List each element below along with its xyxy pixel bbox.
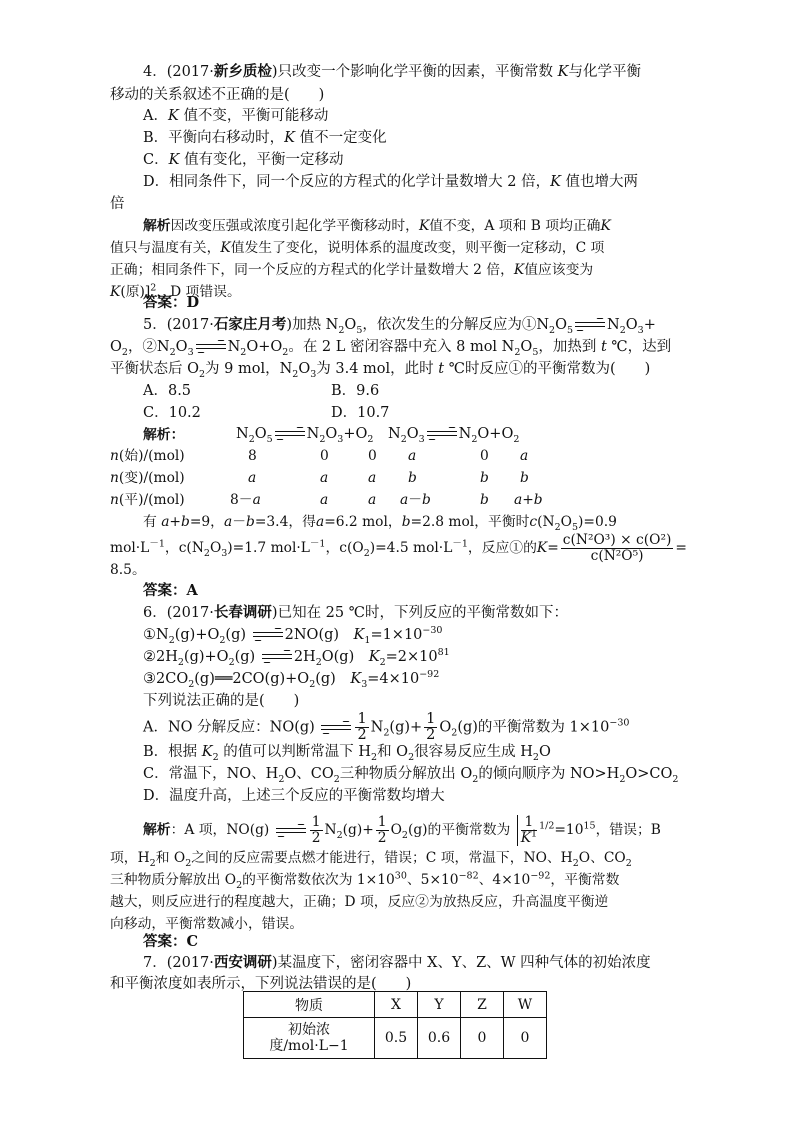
- q5-calc-line3: 8.5。: [110, 562, 146, 578]
- q5-start-n2o: 0: [480, 448, 489, 464]
- q6-analysis-5: 向移动，平衡常数减小，错误。: [110, 916, 304, 932]
- concentration-table: [243, 991, 547, 1059]
- q6-option-a: A．NO 分解反应：NO(g) $\frac{1}{2}$ $N_2(g)+$ $\frac{1}{2}$ $O_2(g)$的平衡常数为 $1\times 10^{-30}$: [143, 711, 630, 743]
- q5-chg-1: a: [248, 470, 257, 486]
- table-cell: 0: [504, 1018, 547, 1059]
- q5-start-n2o5: 8: [248, 448, 257, 464]
- q6-analysis-2: 项，$H_2$和 $O_2$之间的反应需要点燃才能进行，错误；C 项，常温下，NO、$H_2O$、$CO_2$: [110, 850, 632, 869]
- q5-chg-4: b: [408, 470, 417, 486]
- q5-eq-1: 8－a: [230, 492, 261, 508]
- q5-calc-line2: $mol\cdot L^{-1}$，$c(N_2O_3)=1.7$ $mol\cdot L^{-1}$，$c(O_2)=4.5$ $mol\cdot L^{-1}$，反应①的K= $\frac{\text{c(N²O³) × c(O²)}}{\text{c(N²O⁵)}}$ =: [110, 532, 687, 564]
- q6-reaction-2: $②2H_2(g)+O_2(g)$ $2H_2O(g)$ $K_2=2\times 10^{81}$: [143, 647, 450, 668]
- q5-stem-line2: $O_2$，$②N_2O_3$ $N_2O+O_2$。在 2 L 密闭容器中充入 8 mol $N_2O_5$，加热到 t ℃，达到: [110, 339, 672, 358]
- q5-option-c: C．10.2: [143, 405, 201, 421]
- q4-option-c: C．K 值有变化，平衡一定移动: [143, 152, 344, 168]
- q6-stem: 6．(2017·长春调研)已知在 25 ℃时，下列反应的平衡常数如下：: [143, 604, 568, 621]
- table-header-row: [244, 992, 547, 1018]
- q6-reaction-3: $③2CO_2(g)══2CO(g)+O_2(g)$ $K_3=4\times 10^{-92}$: [143, 669, 440, 690]
- q5-row-eq: n(平)/(mol): [110, 492, 185, 508]
- table-row: [244, 1018, 547, 1059]
- q5-start-o2: 0: [368, 448, 377, 464]
- q5-row-start: n(始)/(mol): [110, 448, 185, 464]
- table-header: 物质: [244, 992, 375, 1018]
- q4-option-d-cont: 倍: [110, 196, 125, 212]
- q5-chg-6: b: [520, 470, 529, 486]
- table-header: W: [504, 992, 547, 1018]
- q5-eq-2: a: [320, 492, 329, 508]
- q4-analysis-2: 值只与温度有关，K值发生了变化，说明体系的温度改变，则平衡一定移动，C 项: [110, 240, 605, 256]
- q6-analysis-3: 三种物质分解放出 $O_2$的平衡常数依次为 $1\times 10^{30}$、$5\times 10^{-82}$、$4\times 10^{-92}$，平衡常数: [110, 870, 620, 891]
- q6-reaction-1: $①N_2(g)+O_2(g)$ 2NO(g) $K_1=1\times 10^{-30}$: [143, 625, 443, 646]
- q5-reaction-2: $N_2O_3$ $N_2O+O_2$: [388, 426, 520, 445]
- q4-option-a: A．K 值不变，平衡可能移动: [143, 108, 329, 124]
- q5-start-o2b: a: [520, 448, 529, 464]
- q4-stem-line2: 移动的关系叙述不正确的是( ): [110, 87, 325, 103]
- q5-eq-4: a－b: [400, 492, 431, 508]
- q5-k-fraction: $\frac{\text{c(N²O³) × c(O²)}}{\text{c(N²O⁵)}}$: [562, 532, 672, 564]
- q6-option-c: C．常温下，NO、$H_2O$、$CO_2$三种物质分解放出 $O_2$的倾向顺序为 $NO>H_2O>CO_2$: [143, 766, 679, 785]
- table-header: X: [375, 992, 418, 1018]
- q5-stem-line1: 5．(2017·石家庄月考)加热 $N_2O_5$，依次发生的分解反应为$①N_2O_5$ $N_2O_3+$: [143, 316, 656, 336]
- q6-analysis-4: 越大，则反应进行的程度越大，正确；D 项，反应②为放热反应，升高温度平衡逆: [110, 894, 609, 910]
- q5-option-d: D．10.7: [331, 405, 390, 421]
- q5-stem-line3: 平衡状态后 $O_2$为 9 mol，$N_2O_3$为 3.4 mol，此时 t ℃时反应①的平衡常数为( ): [110, 361, 651, 380]
- q5-option-a: A．8.5: [143, 383, 192, 399]
- q6-analysis-1: 解析：A 项，NO(g) $\frac{1}{2}$ $N_2(g)+$ $\frac{1}{2}$ $O_2(g)$的平衡常数为 $\frac{1}{K^1}$ $^{1/2}=10^{15}$，错误；B: [143, 814, 661, 846]
- q4-stem-line1: 4．(2017·新乡质检)只改变一个影响化学平衡的因素，平衡常数 K与化学平衡: [143, 63, 642, 80]
- table-cell: 0.5: [375, 1018, 418, 1059]
- q5-chg-2: a: [320, 470, 329, 486]
- table-cell: 0: [461, 1018, 504, 1059]
- q5-eq-5: b: [480, 492, 489, 508]
- q6-answer: 答案：C: [143, 933, 199, 950]
- q6-option-d: D．温度升高，上述三个反应的平衡常数均增大: [143, 788, 445, 804]
- q5-start-n2o3: 0: [320, 448, 329, 464]
- table-header: Y: [418, 992, 461, 1018]
- table-cell: 0.6: [418, 1018, 461, 1059]
- q6-option-b: B．根据 $K_2$ 的值可以判断常温下 $H_2$和 $O_2$很容易反应生成 $H_2O$: [143, 744, 551, 763]
- q5-eq-3: a: [368, 492, 377, 508]
- table-header: Z: [461, 992, 504, 1018]
- q5-calc-line1: 有 a+b=9，a－b=3.4，得a=6.2 mol，b=2.8 mol，平衡时$c(N_2O_5)=0.9$: [143, 514, 617, 533]
- q5-start-n2o3b: a: [408, 448, 417, 464]
- q5-analysis-label: 解析：: [143, 427, 185, 443]
- q4-option-b: B．平衡向右移动时，K 值不一定变化: [143, 130, 387, 146]
- q4-analysis-4: K(原)]$^2$，D 项错误。: [110, 282, 241, 300]
- q4-analysis-1: 解析因改变压强或浓度引起化学平衡移动时，K值不变，A 项和 B 项均正确K: [143, 218, 611, 234]
- q5-eq-6: a+b: [514, 492, 543, 508]
- q7-stem-line1: 7．(2017·西安调研)某温度下，密闭容器中 X、Y、Z、W 四种气体的初始浓度: [143, 954, 651, 971]
- q5-option-b: B．9.6: [331, 383, 380, 399]
- q6-question: 下列说法正确的是( ): [143, 693, 300, 709]
- q5-chg-3: a: [368, 470, 377, 486]
- q5-reaction-1: $N_2O_5$ $N_2O_3+O_2$: [236, 426, 374, 445]
- q4-option-d: D．相同条件下，同一个反应的方程式的化学计量数增大 2 倍，K 值也增大两: [143, 174, 639, 190]
- q4-analysis-3: 正确；相同条件下，同一个反应的方程式的化学计量数增大 2 倍，K值应该变为: [110, 262, 594, 278]
- table-row-label: 初始浓度/mol·L−1: [244, 1018, 375, 1059]
- q4-answer: 答案：D: [143, 294, 200, 311]
- q7-stem-line2: 和平衡浓度如表所示，下列说法错误的是( ): [110, 976, 412, 992]
- q5-answer: 答案：A: [143, 582, 198, 599]
- q5-chg-5: b: [480, 470, 489, 486]
- q5-row-change: n(变)/(mol): [110, 470, 185, 486]
